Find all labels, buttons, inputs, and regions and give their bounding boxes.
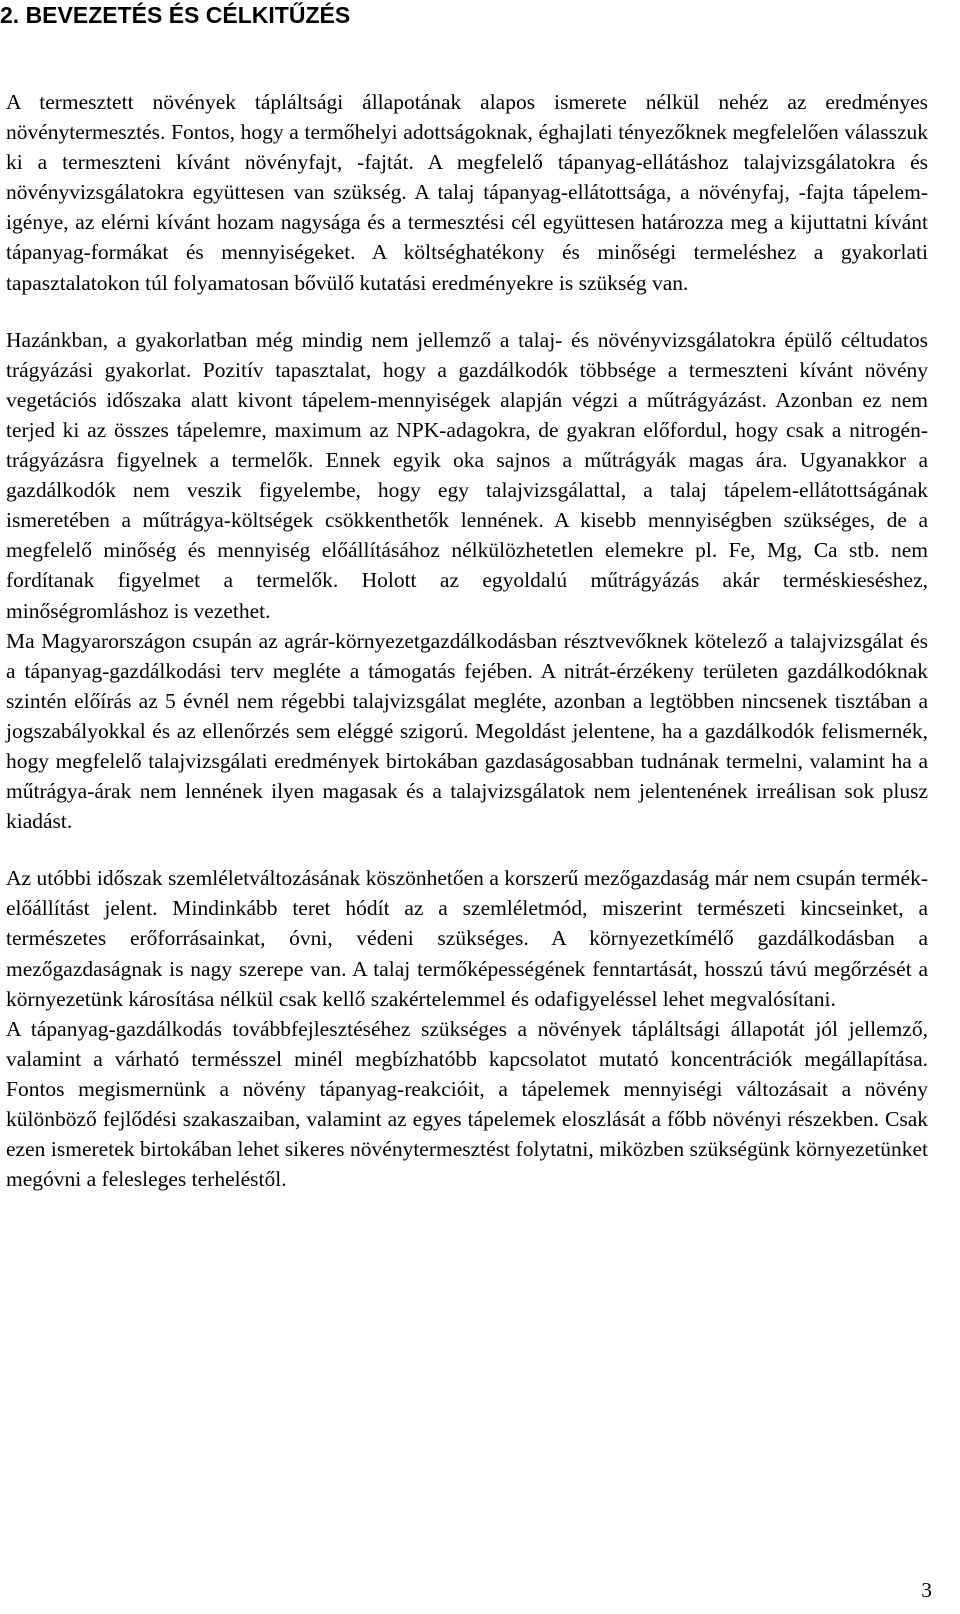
paragraph-regulation: Ma Magyarországon csupán az agrár-környezetgazdálkodásban résztvevőknek kötelező a talajvizsgálat és a tápanyag-gazdálkodási terv megléte a támogatás fejében. A nitrát-érzékeny területen gazdálkodóknak szintén előírás az 5 évnél nem régebbi talajvizsgálat megléte, azonban a legtöbben nincsenek tisztában a jogszabályokkal és az ellenőrzés sem eléggé szigorú. Megoldást jelentene, ha a gazdálkodók felismernék, hogy megfelelő talajvizsgálati eredmények birtokában gazdaságosabban tudnának termelni, valamint ha a műtrágya-árak nem lennének ilyen magasak és a talajvizsgálatok nem jelentenének irreálisan sok plusz kiadást. bbox=[6, 628, 928, 834]
body-text bbox=[6, 87, 928, 1194]
paragraph-objectives: A tápanyag-gazdálkodás továbbfejlesztéséhez szükséges a növények tápláltsági állapotát jól jellemző, valamint a várható termésszel minél megbízhatóbb kapcsolatot mutató koncentrációk megállapítása. Fontos megismernünk a növény tápanyag-reakcióit, a tápelemek mennyiségi változásait a növény különböző fejlődési szakaszaiban, valamint az egyes tápelemek eloszlását a főbb növényi részekben. Csak ezen ismeretek birtokában lehet sikeres növénytermesztést folytatni, miközben szükségünk környezetünket megóvni a felesleges terheléstől. bbox=[6, 1016, 928, 1192]
page-number: 3 bbox=[921, 1578, 932, 1602]
paragraph-domestic-practice: Hazánkban, a gyakorlatban még mindig nem jellemző a talaj- és növényvizsgálatokra épülő céltudatos trágyázási gyakorlat. Pozitív tapasztalat, hogy a gazdálkodók többsége a termeszteni kívánt növény vegetációs időszaka alatt kivont tápelem-mennyiségek alapján végzi a műtrágyázást. Azonban ez nem terjed ki az összes tápelemre, maximum az NPK-adagokra, de gyakran előfordul, hogy csak a nitrogén-trágyázásra figyelnek a termelők. Ennek egyik oka sajnos a műtrágyák magas ára. Ugyanakkor a gazdálkodók nem veszik figyelembe, hogy egy talajvizsgálattal, a talaj tápelem-ellátottságának ismeretében a műtrágya-költségek csökkenthetők lennének. A kisebb mennyiségben szükséges, de a megfelelő minőség és mennyiség előállításához nélkülözhetetlen elemekre pl. Fe, Mg, Ca stb. nem fordítanak figyelmet a termelők. Holott az egyoldalú műtrágyázás akár terméskieséshez, minőségromláshoz is vezethet. bbox=[6, 327, 928, 623]
section-heading: 2. BEVEZETÉS ÉS CÉLKITŰZÉS bbox=[0, 2, 351, 28]
paragraph-sustainability: Az utóbbi időszak szemléletváltozásának köszönhetően a korszerű mezőgazdaság már nem csupán termék-előállítást jelent. Mindinkább teret hódít az a szemléletmód, miszerint természeti kincseinket, a természetes erőforrásainkat, óvni, védeni szükséges. A környezetkímélő gazdálkodásban a mezőgazdaságnak is nagy szerepe van. A talaj termőképességének fenntartását, hosszú távú megőrzését a környezetünk károsítása nélkül csak kellő szakértelemmel és odafigyeléssel lehet megvalósítani. bbox=[6, 866, 928, 1011]
paragraph-intro: A termesztett növények tápláltsági állapotának alapos ismerete nélkül nehéz az eredményes növénytermesztés. Fontos, hogy a termőhelyi adottságoknak, éghajlati tényezőknek megfelelően válasszuk ki a termeszteni kívánt növényfajt, -fajtát. A megfelelő tápanyag-ellátáshoz talajvizsgálatokra és növényvizsgálatokra együttesen van szükség. A talaj tápanyag-ellátottsága, a növényfaj, -fajta tápelem-igénye, az elérni kívánt hozam nagysága és a termesztési cél együttesen határozza meg a kijuttatni kívánt tápanyag-formákat és mennyiségeket. A költséghatékony és minőségi termeléshez a gyakorlati tapasztalatokon túl folyamatosan bővülő kutatási eredményekre is szükség van. bbox=[6, 90, 928, 295]
